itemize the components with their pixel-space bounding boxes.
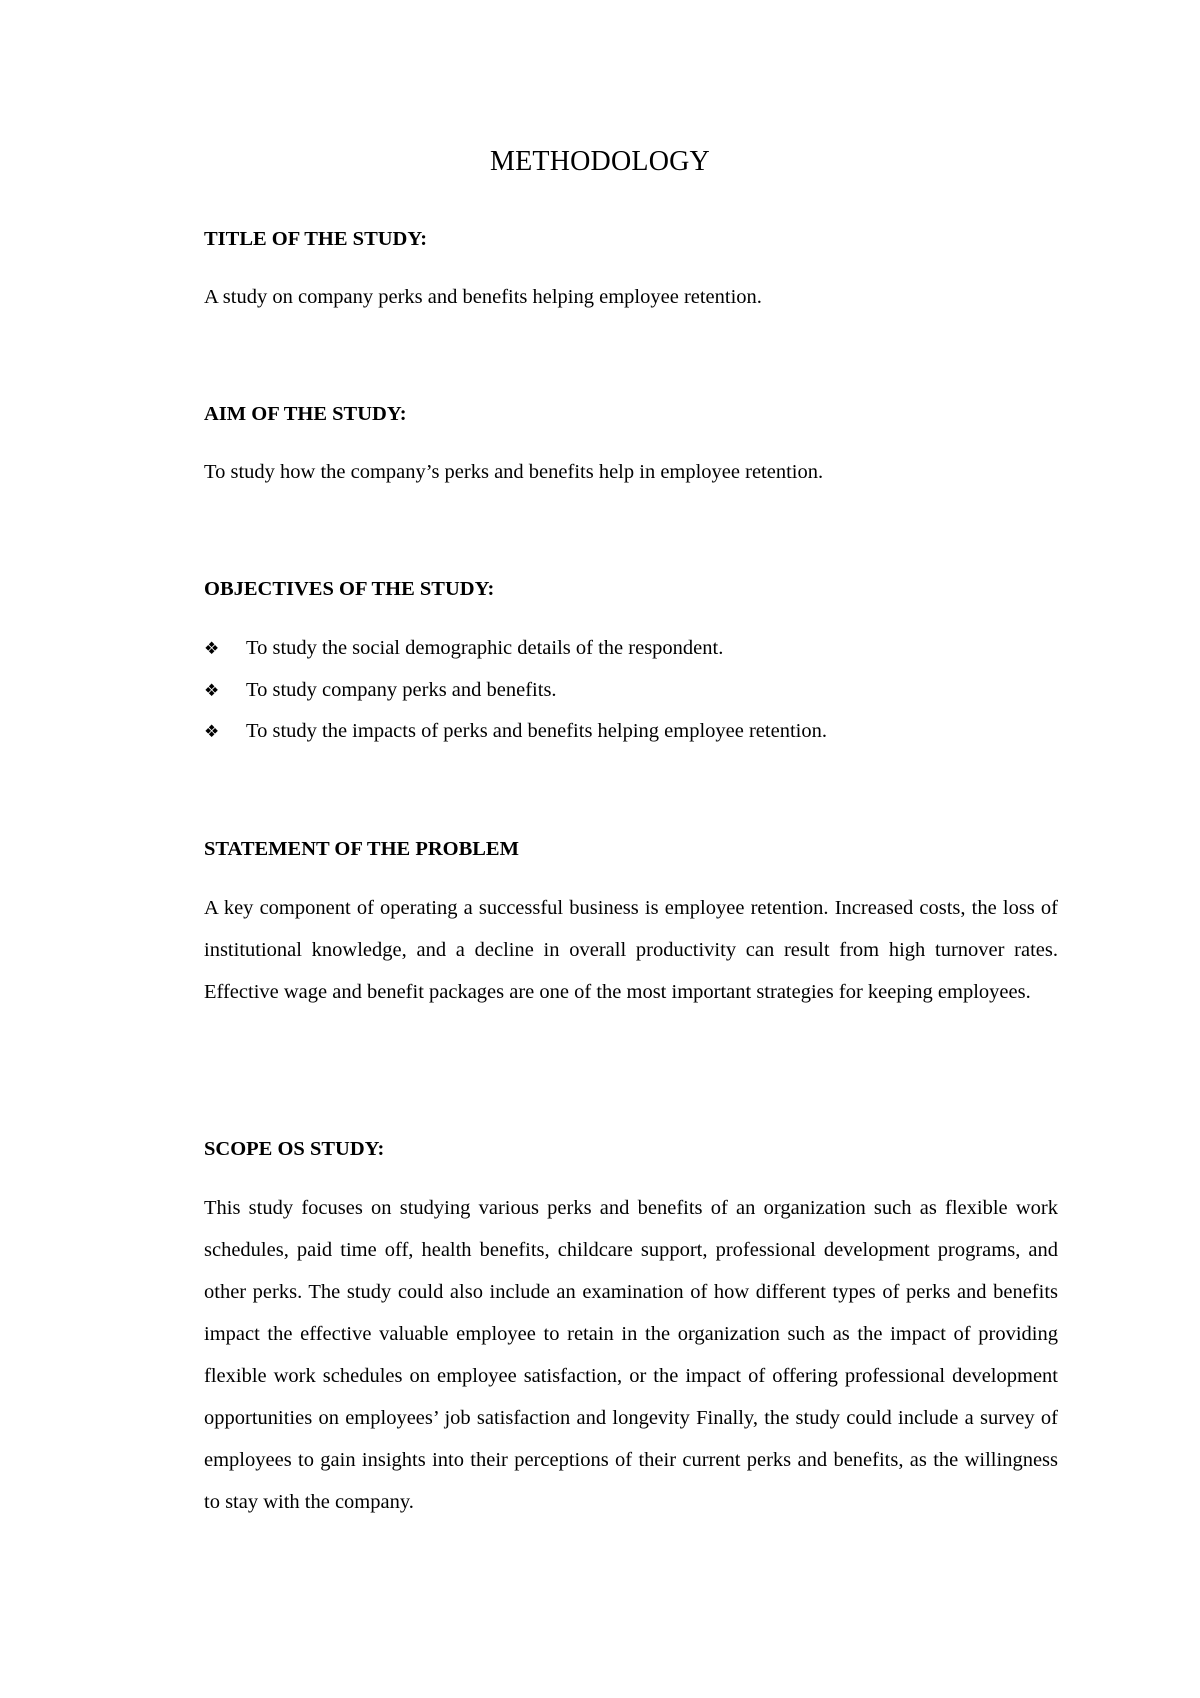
list-item	[204, 720, 827, 762]
objective-text: To study company perks and benefits.	[246, 678, 557, 701]
diamond-bullet-icon: ❖	[204, 722, 220, 741]
heading-title-of-study: TITLE OF THE STUDY:	[204, 228, 428, 250]
objective-text: To study the impacts of perks and benefits helping employee retention.	[246, 720, 827, 742]
list-item	[204, 637, 827, 679]
objectives-list	[204, 637, 827, 762]
list-item	[204, 679, 827, 721]
diamond-bullet-icon: ❖	[204, 680, 220, 700]
statement-of-problem-text: A key component of operating a successful business is employee retention. Increased costs, the loss of institutional knowledge, and a decline in overall productivity can result from high turnover rates. Effective wage and benefit packages are one of the most important strategies for keeping employees.	[204, 897, 1058, 1003]
diamond-bullet-icon: ❖	[204, 639, 220, 658]
heading-scope: SCOPE OS STUDY:	[204, 1138, 385, 1160]
heading-aim-of-study: AIM OF THE STUDY:	[204, 403, 407, 425]
objective-text: To study the social demographic details of the respondent.	[246, 637, 724, 659]
title-of-study-text: A study on company perks and benefits helping employee retention.	[204, 286, 762, 308]
heading-statement-of-problem: STATEMENT OF THE PROBLEM	[204, 838, 519, 860]
aim-of-study-text: To study how the company’s perks and benefits help in employee retention.	[204, 461, 824, 483]
scope-text: This study focuses on studying various perks and benefits of an organization such as flexible work schedules, paid time off, health benefits, childcare support, professional development programs, and other perks. The study could also include an examination of how different types of perks and benefits impact the effective valuable employee to retain in the organization such as the impact of providing flexible work schedules on employee satisfaction, or the impact of offering professional development opportunities on employees’ job satisfaction and longevity Finally, the study could include a survey of employees to gain insights into their perceptions of their current perks and benefits, as the willingness to stay with the company.	[204, 1197, 1058, 1513]
page-title: METHODOLOGY	[490, 146, 710, 177]
heading-objectives: OBJECTIVES OF THE STUDY:	[204, 578, 495, 600]
